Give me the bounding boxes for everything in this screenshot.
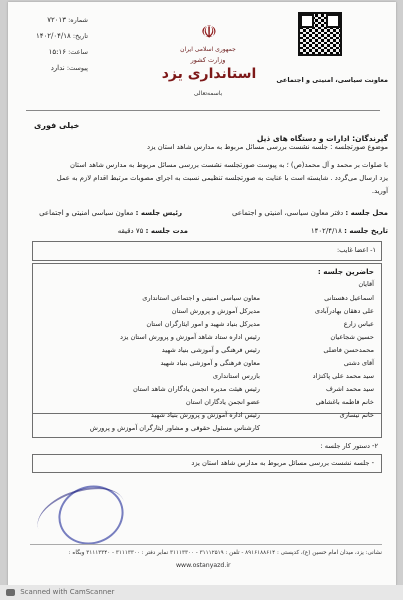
qr-code-icon <box>298 12 342 56</box>
priority-label: خیلی فوری <box>34 121 80 130</box>
meeting-chair: رئیس جلسه : معاون سیاسی امنیتی و اجتماعی <box>39 209 182 217</box>
footer-address: نشانی: یزد، میدان امام حسین (ع)، کدپستی : ۸۹۱۶۱۸۸۶۱۴ - تلفن : ۳۱۱۱۲۵۱۹ - ۳۱۱۱۳۳۰۰ نمابر دفتر : ۳۱۱۱۳۳۰۰ - ۳۱۱۱۳۳۴۰ وبگاه : <box>68 550 382 556</box>
attendees-box-outline <box>32 263 382 438</box>
attendee-role: کارشناس مسئول حقوقی و مشاور ایثارگران آموزش و پرورش <box>89 424 260 432</box>
agenda-item: - جلسه نشست بررسی مسائل مربوط به مدارس شاهد استان یزد <box>191 459 374 467</box>
recipients-line: گیرندگان: ادارات و دستگاه های ذیل <box>256 134 388 143</box>
attendee-name: سید محمد علی پاکنژاد <box>312 372 374 380</box>
attendee-role: رئیس اداره آموزش و پرورش بنیاد شهید <box>150 411 260 419</box>
attendees-title: حاضرین جلسه : <box>317 267 374 276</box>
office-title: استانداری یزد <box>161 66 257 82</box>
attendee-name: اسماعیل دهستانی <box>324 294 374 302</box>
watermark-label: Scanned with CamScanner <box>6 588 114 596</box>
attendee-role: رئیس هیئت مدیره انجمن یادگاران شاهد استان <box>132 385 260 393</box>
attendee-role: بازرس استانداری <box>212 372 260 380</box>
attendee-role: رئیس اداره ستاد شاهد آموزش و پرورش استان یزد <box>119 333 260 341</box>
republic-title: جمهوری اسلامی ایران <box>180 46 236 53</box>
attendee-role: مدیرکل آموزش و پرورش استان <box>171 307 260 315</box>
camscanner-watermark <box>0 585 403 600</box>
attendee-role: معاون سیاسی امنیتی و اجتماعی استانداری <box>142 294 260 302</box>
camera-icon <box>6 589 15 596</box>
department-name: معاونت سیاسی، امنیتی و اجتماعی <box>276 76 388 84</box>
subject-line: موضوع صورتجلسه : جلسه نشست بررسی مسائل مربوط به مدارس شاهد استان یزد <box>146 143 388 151</box>
meeting-date: تاریخ جلسه : ۱۴۰۲/۴/۱۸ <box>310 227 388 235</box>
attendee-name: آقای دشتی <box>343 359 374 367</box>
attendee-name: خانم نیساری <box>339 411 374 419</box>
attendee-role: رئیس فرهنگی و آموزشی بنیاد شهید <box>161 346 260 354</box>
absent-members-label: ۱- اعضا غایب: <box>336 246 376 254</box>
attendee-name: آقایان <box>358 280 374 288</box>
footer-divider <box>30 544 382 545</box>
bismillah-label: باسمه‌تعالی <box>193 90 223 97</box>
attendee-role: عضو انجمن یادگاران استان <box>185 398 260 406</box>
iran-emblem-icon: ☫ <box>200 22 218 43</box>
attendee-name: علی دهقان بهادرآبادی <box>314 307 374 315</box>
meeting-place: محل جلسه : دفتر معاون سیاسی، امنیتی و اجتماعی <box>231 209 388 217</box>
attendee-name: خانم فاطمه باغشاهی <box>315 398 374 406</box>
ministry-title: وزارت کشور <box>190 56 226 64</box>
letter-time: ساعت: ۱۵:۱۶ <box>48 48 88 56</box>
body-line-2: یزد ارسال می‌گردد . شایسته است با عنایت به صورتجلسه تنظیمی نسبت به اجرای مصوبات مرتبط اقدام لازم به عمل <box>56 174 388 182</box>
letter-date: تاریخ: ۱۴۰۲/۰۴/۱۸ <box>36 32 88 40</box>
footer-website[interactable]: www.ostanyazd.ir <box>176 562 231 569</box>
agenda-label: ۲- دستور کار جلسه : <box>320 442 378 450</box>
attendee-name: محمدحسن فاضلی <box>323 346 374 354</box>
letter-page <box>8 2 396 586</box>
attendee-role: مدیرکل بنیاد شهید و امور ایثارگران استان <box>146 320 260 328</box>
attendee-name: سید محمد اشرف <box>325 385 374 393</box>
body-line-3: آورید. <box>371 187 388 195</box>
letter-number: شماره: ۷۲۰۱۳ <box>47 16 88 24</box>
attendee-name: حسین شجاعیان <box>330 333 374 341</box>
header-divider <box>26 110 380 111</box>
attendee-role: معاون فرهنگی و آموزشی بنیاد شهید <box>160 359 260 367</box>
attendee-name: عباس زارع <box>343 320 374 328</box>
body-line-1: با صلوات بر محمد و آل محمد(ص) ؛ به پیوست صورتجلسه نشست بررسی مسائل مربوط به مدارس شاهد استان <box>69 161 388 169</box>
letter-attachment: پیوست: ندارد <box>50 64 88 72</box>
meeting-duration: مدت جلسه : ۷۵ دقیقه <box>117 227 188 235</box>
